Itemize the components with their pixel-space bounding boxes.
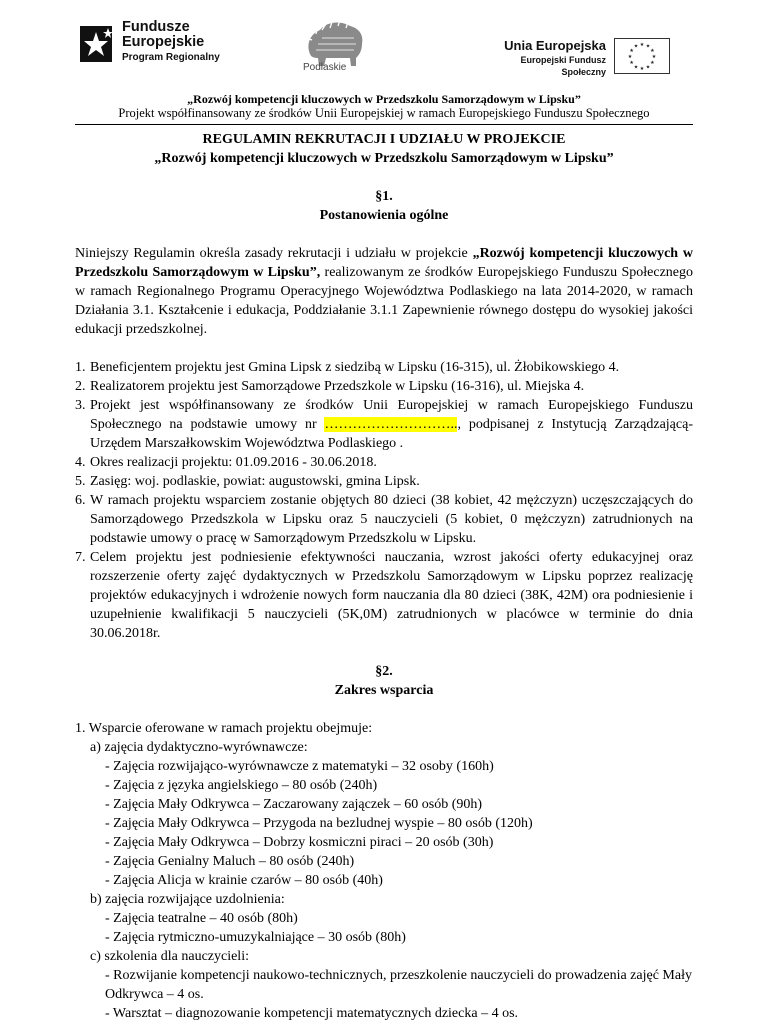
section1-intro-project-name: „Rozwój kompetencji kluczowych w Przedszkolu Samorządowym w Lipsku”, [75, 246, 693, 280]
document-subtitle: „Rozwój kompetencji kluczowych w Przedszkolu Samorządowym w Lipsku” [154, 151, 614, 166]
list-item: - Zajęcia rozwijająco-wyrównawcze z matematyki – 32 osoby (160h) [105, 759, 494, 774]
list-item: - Zajęcia Genialny Maluch – 80 osób (240h) [105, 854, 355, 869]
list-item: - Zajęcia Mały Odkrywca – Dobrzy kosmiczni piraci – 20 osób (30h) [105, 835, 494, 850]
list-item: - Zajęcia z języka angielskiego – 80 osób (240h) [105, 778, 378, 793]
section2-sub-b: b) zajęcia rozwijające uzdolnienia: [90, 892, 285, 907]
svg-text:★: ★ [651, 54, 657, 60]
svg-text:★: ★ [629, 60, 634, 66]
svg-text:★: ★ [627, 54, 633, 60]
section1-intro-pre: Niniejszy Regulamin określa zasady rekrutacji i udziału w projekcie [75, 246, 473, 261]
document-body [75, 130, 693, 1023]
list-item: - Zajęcia Alicja w krainie czarów – 80 osób (40h) [105, 873, 383, 888]
contract-number-blank: ……………………….. [324, 417, 458, 432]
eu-logo-line1: Unia Europejska [504, 38, 606, 53]
section2-heading: Zakres wsparcia [334, 683, 434, 698]
list-item: - Zajęcia Mały Odkrywca – Zaczarowany zajączek – 60 osób (90h) [105, 797, 483, 812]
svg-text:★: ★ [633, 64, 639, 71]
fe-logo-line2: Europejskie [122, 34, 205, 50]
podlaskie-logo-label: Podlaskie [303, 62, 347, 73]
section2-item1: 1. Wsparcie oferowane w ramach projektu obejmuje: [75, 721, 373, 736]
list-item: 5. Zasięg: woj. podlaskie, powiat: augustowski, gmina Lipsk. [75, 474, 420, 489]
section1-heading: Postanowienia ogólne [319, 208, 449, 223]
section2-sub-c: c) szkolenia dla nauczycieli: [90, 949, 249, 964]
svg-text:★: ★ [650, 48, 655, 54]
svg-text:★: ★ [639, 66, 645, 72]
section1-intro [75, 244, 693, 339]
project-header-title: „Rozwój kompetencji kluczowych w Przedszkolu Samorządowym w Lipsku” [187, 92, 581, 106]
list-item: - Warsztat – diagnozowanie kompetencji matematycznych dziecka – 4 os. [105, 1006, 519, 1021]
list-item: 6. W ramach projektu wsparciem zostanie objętych 80 dzieci (38 kobiet, 42 mężczyzn) uczęszczających do Samorządowego Przedszkola w Lipsku oraz 5 nauczycieli (5 kobiet, 0 mężczyzn) zatrudnionych na podstawie umowy o pracę w Samorządowym Przedszkolu w Lipsku. [75, 493, 693, 546]
list-item: - Zajęcia rytmiczno-umuzykalniające – 30 osób (80h) [105, 930, 406, 945]
fe-logo-line3: Program Regionalny [122, 52, 220, 63]
eu-logo [490, 38, 670, 77]
section2-number: §2. [375, 664, 393, 679]
svg-text:★: ★ [645, 43, 651, 50]
section1-number: §1. [375, 189, 393, 204]
section2-sub-a: a) zajęcia dydaktyczno-wyrównawcze: [90, 740, 308, 755]
svg-text:★: ★ [629, 48, 634, 54]
list-item: 2. Realizatorem projektu jest Samorządowe Przedszkole w Lipsku (16-316), ul. Miejska 4. [75, 379, 585, 394]
fe-logo-line1: Fundusze [122, 19, 190, 35]
list-item: - Rozwijanie kompetencji naukowo-technicznych, przeszkolenie nauczycieli do prowadzenia zajęć Mały Odkrywca – 4 os. [105, 968, 692, 1002]
list-item: - Zajęcia teatralne – 40 osób (80h) [105, 911, 298, 926]
list-item: 7. Celem projektu jest podniesienie efektywności nauczania, wzrost jakości oferty edukacyjnej oraz rozszerzenie oferty zajęć dydaktycznych w Przedszkolu Samorządowym w Lipsku poprzez realizację projektów edukacyjnych i wdrożenie nowych form nauczania dla 80 dzieci (38K, 42M) ora podniesienie i uzupełnienie kwalifikacji 5 nauczycieli (5K,0M) zatrudnionych w placówce w terminie do dnia 30.06.2018r. [75, 550, 693, 641]
section1-intro-post: realizowanym ze środków Europejskiego Funduszu Społecznego w ramach Regionalnego Programu Operacyjnego Województwa Podlaskiego na lata 2014-2020, w ramach Działania 3.1. Kształcenie i edukacja, Poddziałanie 3.1.1 Zapewnienie równego dostępu do wysokiej jakości edukacji przedszkolnej. [75, 265, 694, 337]
project-header [0, 92, 768, 121]
list-item: 3. Projekt jest współfinansowany ze środków Unii Europejskiej w ramach Europejskiego Funduszu Społecznego na podstawie umowy nr ……………………….., podpisanej z Instytucją Zarządzającą- Urzędem Marszałkowskim Województwa Podlaskiego . [75, 398, 693, 451]
project-header-cofinancing: Projekt współfinansowany ze środków Unii Europejskiej w ramach Europejskiego Funduszu Społecznego [118, 106, 650, 120]
eu-logo-line2: Europejski Fundusz Społeczny [520, 55, 606, 77]
logo-bar [0, 0, 768, 92]
header-divider [75, 124, 693, 125]
svg-text:★: ★ [633, 43, 639, 50]
svg-text:★: ★ [639, 42, 645, 48]
document-title: REGULAMIN REKRUTACJI I UDZIAŁU W PROJEKCIE [202, 132, 566, 147]
list-item: - Zajęcia Mały Odkrywca – Przygoda na bezludnej wyspie – 80 osób (120h) [105, 816, 533, 831]
svg-text:★: ★ [645, 64, 651, 71]
fundusze-europejskie-logo [76, 20, 256, 72]
list-item: 1. Beneficjentem projektu jest Gmina Lipsk z siedzibą w Lipsku (16-315), ul. Żłobikowskiego 4. [75, 360, 620, 375]
eu-flag-icon [614, 38, 670, 74]
section1-list [75, 358, 693, 643]
fundusze-europejskie-star-icon [76, 24, 116, 64]
list-item: 4. Okres realizacji projektu: 01.09.2016 - 30.06.2018. [75, 455, 377, 470]
svg-text:★: ★ [650, 60, 655, 66]
